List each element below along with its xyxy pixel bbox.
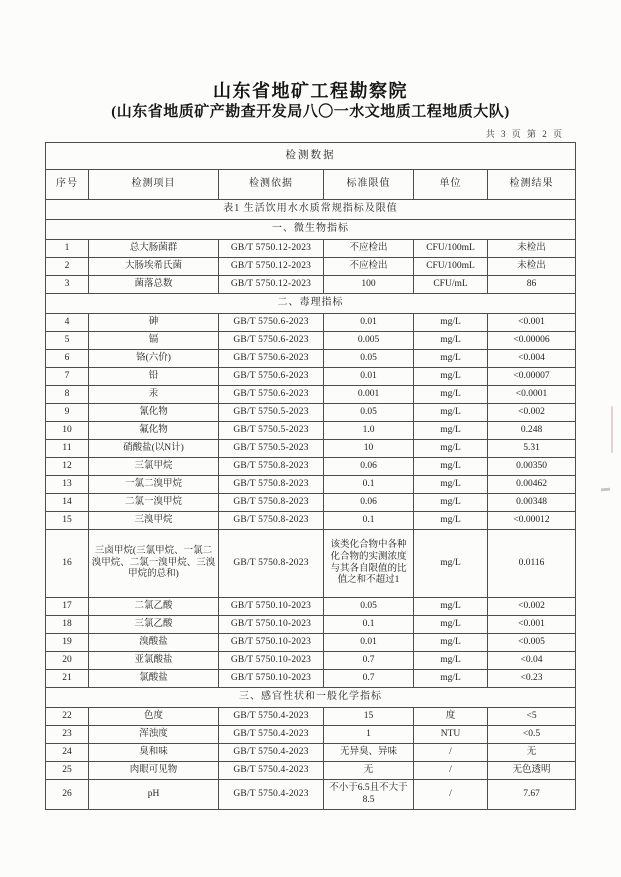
table-row bbox=[46, 512, 576, 530]
cell-result: <0.004 bbox=[488, 350, 576, 368]
cell-no: 8 bbox=[46, 386, 89, 404]
cell-item: 二氯乙酸 bbox=[89, 598, 219, 616]
cell-limit: 该类化合物中各种化合物的实测浓度与其各自限值的比值之和不超过1 bbox=[324, 530, 414, 598]
cell-item: 砷 bbox=[89, 314, 219, 332]
cell-unit: NTU bbox=[414, 726, 488, 744]
cell-no: 19 bbox=[46, 634, 89, 652]
cell-basis: GB/T 5750.5-2023 bbox=[219, 440, 324, 458]
cell-no: 18 bbox=[46, 616, 89, 634]
cell-limit: 1.0 bbox=[324, 422, 414, 440]
cell-limit: 0.001 bbox=[324, 386, 414, 404]
table-row bbox=[46, 598, 576, 616]
cell-basis: GB/T 5750.10-2023 bbox=[219, 634, 324, 652]
cell-basis: GB/T 5750.6-2023 bbox=[219, 314, 324, 332]
cell-limit: 1 bbox=[324, 726, 414, 744]
cell-item: 氰化物 bbox=[89, 404, 219, 422]
cell-limit: 0.7 bbox=[324, 652, 414, 670]
table-row bbox=[46, 458, 576, 476]
cell-basis: GB/T 5750.12-2023 bbox=[219, 240, 324, 258]
org-title: 山东省地矿工程勘察院 bbox=[213, 81, 408, 101]
cell-limit: 10 bbox=[324, 440, 414, 458]
table-row bbox=[46, 440, 576, 458]
cell-result: <0.23 bbox=[488, 670, 576, 688]
cell-basis: GB/T 5750.8-2023 bbox=[219, 530, 324, 598]
cell-limit: 0.1 bbox=[324, 512, 414, 530]
scan-artifact-pink-line bbox=[611, 406, 613, 453]
cell-limit: 15 bbox=[324, 708, 414, 726]
cell-basis: GB/T 5750.5-2023 bbox=[219, 422, 324, 440]
cell-item: 色度 bbox=[89, 708, 219, 726]
cell-unit: mg/L bbox=[414, 476, 488, 494]
cell-basis: GB/T 5750.5-2023 bbox=[219, 404, 324, 422]
cell-no: 20 bbox=[46, 652, 89, 670]
cell-unit: mg/L bbox=[414, 368, 488, 386]
cell-item: 亚氯酸盐 bbox=[89, 652, 219, 670]
cell-no: 15 bbox=[46, 512, 89, 530]
cell-item: 浑浊度 bbox=[89, 726, 219, 744]
cell-result: <5 bbox=[488, 708, 576, 726]
cell-unit: mg/L bbox=[414, 350, 488, 368]
cell-basis: GB/T 5750.8-2023 bbox=[219, 512, 324, 530]
cell-limit: 0.7 bbox=[324, 670, 414, 688]
cell-no: 5 bbox=[46, 332, 89, 350]
cell-unit: CFU/100mL bbox=[414, 240, 488, 258]
table-row bbox=[46, 368, 576, 386]
cell-result: 无色透明 bbox=[488, 762, 576, 780]
cell-item: 铬(六价) bbox=[89, 350, 219, 368]
cell-basis: GB/T 5750.4-2023 bbox=[219, 726, 324, 744]
cell-result: 86 bbox=[488, 276, 576, 294]
table-row bbox=[46, 726, 576, 744]
table-row bbox=[46, 476, 576, 494]
table-row bbox=[46, 634, 576, 652]
column-header-5: 单位 bbox=[414, 170, 488, 200]
cell-result: 0.0116 bbox=[488, 530, 576, 598]
cell-unit: / bbox=[414, 780, 488, 810]
cell-no: 9 bbox=[46, 404, 89, 422]
cell-limit: 0.1 bbox=[324, 616, 414, 634]
cell-basis: GB/T 5750.10-2023 bbox=[219, 598, 324, 616]
cell-item: 总大肠菌群 bbox=[89, 240, 219, 258]
cell-no: 25 bbox=[46, 762, 89, 780]
cell-unit: mg/L bbox=[414, 332, 488, 350]
cell-unit: mg/L bbox=[414, 422, 488, 440]
cell-limit: 0.05 bbox=[324, 350, 414, 368]
cell-unit: CFU/mL bbox=[414, 276, 488, 294]
cell-unit: mg/L bbox=[414, 530, 488, 598]
scan-artifact-gray-mark bbox=[601, 488, 610, 492]
cell-no: 1 bbox=[46, 240, 89, 258]
cell-unit: mg/L bbox=[414, 440, 488, 458]
cell-unit: mg/L bbox=[414, 652, 488, 670]
table-title-row bbox=[46, 143, 576, 170]
cell-no: 17 bbox=[46, 598, 89, 616]
table-row bbox=[46, 652, 576, 670]
section-label: 一、微生物指标 bbox=[46, 220, 576, 240]
cell-no: 21 bbox=[46, 670, 89, 688]
table-row bbox=[46, 670, 576, 688]
cell-basis: GB/T 5750.6-2023 bbox=[219, 332, 324, 350]
table-row bbox=[46, 494, 576, 512]
section-label: 表1 生活饮用水水质常规指标及限值 bbox=[46, 200, 576, 220]
cell-result: <0.00007 bbox=[488, 368, 576, 386]
cell-result: 无 bbox=[488, 744, 576, 762]
column-header-6: 检测结果 bbox=[488, 170, 576, 200]
cell-no: 24 bbox=[46, 744, 89, 762]
cell-item: 肉眼可见物 bbox=[89, 762, 219, 780]
cell-basis: GB/T 5750.4-2023 bbox=[219, 762, 324, 780]
cell-basis: GB/T 5750.4-2023 bbox=[219, 744, 324, 762]
cell-limit: 不小于6.5且不大于8.5 bbox=[324, 780, 414, 810]
cell-item: 三氯甲烷 bbox=[89, 458, 219, 476]
table-row bbox=[46, 404, 576, 422]
cell-no: 6 bbox=[46, 350, 89, 368]
cell-item: 臭和味 bbox=[89, 744, 219, 762]
cell-item: 铅 bbox=[89, 368, 219, 386]
cell-result: 7.67 bbox=[488, 780, 576, 810]
cell-result: <0.002 bbox=[488, 598, 576, 616]
table-row bbox=[46, 762, 576, 780]
table-row bbox=[46, 240, 576, 258]
cell-no: 26 bbox=[46, 780, 89, 810]
table-row bbox=[46, 422, 576, 440]
cell-unit: / bbox=[414, 762, 488, 780]
cell-item: 二氯一溴甲烷 bbox=[89, 494, 219, 512]
cell-no: 16 bbox=[46, 530, 89, 598]
table-row bbox=[46, 386, 576, 404]
cell-unit: mg/L bbox=[414, 670, 488, 688]
cell-unit: mg/L bbox=[414, 634, 488, 652]
cell-no: 4 bbox=[46, 314, 89, 332]
cell-unit: mg/L bbox=[414, 512, 488, 530]
cell-item: 菌落总数 bbox=[89, 276, 219, 294]
cell-unit: mg/L bbox=[414, 494, 488, 512]
cell-limit: 无 bbox=[324, 762, 414, 780]
table-row bbox=[46, 530, 576, 598]
section-row bbox=[46, 688, 576, 708]
cell-limit: 0.01 bbox=[324, 368, 414, 386]
cell-unit: mg/L bbox=[414, 314, 488, 332]
cell-item: 一氯二溴甲烷 bbox=[89, 476, 219, 494]
test-data-table bbox=[45, 142, 576, 810]
cell-result: <0.005 bbox=[488, 634, 576, 652]
column-header-3: 检测依据 bbox=[219, 170, 324, 200]
table-row bbox=[46, 616, 576, 634]
cell-no: 13 bbox=[46, 476, 89, 494]
cell-unit: mg/L bbox=[414, 404, 488, 422]
cell-no: 14 bbox=[46, 494, 89, 512]
table-row bbox=[46, 350, 576, 368]
cell-result: <0.002 bbox=[488, 404, 576, 422]
cell-limit: 0.005 bbox=[324, 332, 414, 350]
cell-limit: 0.06 bbox=[324, 458, 414, 476]
cell-result: <0.04 bbox=[488, 652, 576, 670]
page-indicator: 共 3 页 第 2 页 bbox=[485, 129, 564, 139]
section-row bbox=[46, 294, 576, 314]
cell-result: <0.0001 bbox=[488, 386, 576, 404]
cell-no: 23 bbox=[46, 726, 89, 744]
cell-unit: mg/L bbox=[414, 386, 488, 404]
section-label: 二、毒理指标 bbox=[46, 294, 576, 314]
cell-item: 溴酸盐 bbox=[89, 634, 219, 652]
cell-no: 22 bbox=[46, 708, 89, 726]
table-row bbox=[46, 332, 576, 350]
cell-basis: GB/T 5750.10-2023 bbox=[219, 670, 324, 688]
cell-result: <0.001 bbox=[488, 314, 576, 332]
cell-unit: mg/L bbox=[414, 616, 488, 634]
section-row bbox=[46, 220, 576, 240]
cell-result: 未检出 bbox=[488, 240, 576, 258]
cell-basis: GB/T 5750.10-2023 bbox=[219, 616, 324, 634]
cell-basis: GB/T 5750.4-2023 bbox=[219, 780, 324, 810]
cell-basis: GB/T 5750.6-2023 bbox=[219, 386, 324, 404]
cell-item: 硝酸盐(以N计) bbox=[89, 440, 219, 458]
org-subtitle: (山东省地质矿产勘查开发局八〇一水文地质工程地质大队) bbox=[111, 104, 510, 120]
cell-result: 5.31 bbox=[488, 440, 576, 458]
cell-limit: 0.06 bbox=[324, 494, 414, 512]
cell-limit: 0.05 bbox=[324, 404, 414, 422]
cell-result: <0.00006 bbox=[488, 332, 576, 350]
table-row bbox=[46, 708, 576, 726]
cell-unit: mg/L bbox=[414, 598, 488, 616]
cell-result: <0.00012 bbox=[488, 512, 576, 530]
cell-item: 三氯乙酸 bbox=[89, 616, 219, 634]
cell-unit: CFU/100mL bbox=[414, 258, 488, 276]
cell-limit: 0.01 bbox=[324, 634, 414, 652]
cell-basis: GB/T 5750.12-2023 bbox=[219, 258, 324, 276]
cell-basis: GB/T 5750.8-2023 bbox=[219, 494, 324, 512]
cell-basis: GB/T 5750.6-2023 bbox=[219, 368, 324, 386]
cell-item: 氟化物 bbox=[89, 422, 219, 440]
table-row bbox=[46, 258, 576, 276]
cell-basis: GB/T 5750.6-2023 bbox=[219, 350, 324, 368]
cell-limit: 100 bbox=[324, 276, 414, 294]
column-header-1: 序号 bbox=[46, 170, 89, 200]
table-row bbox=[46, 744, 576, 762]
column-header-4: 标准限值 bbox=[324, 170, 414, 200]
cell-no: 11 bbox=[46, 440, 89, 458]
cell-basis: GB/T 5750.8-2023 bbox=[219, 476, 324, 494]
cell-no: 2 bbox=[46, 258, 89, 276]
cell-limit: 0.01 bbox=[324, 314, 414, 332]
column-header-2: 检测项目 bbox=[89, 170, 219, 200]
cell-item: 大肠埃希氏菌 bbox=[89, 258, 219, 276]
cell-item: 镉 bbox=[89, 332, 219, 350]
cell-result: 0.00350 bbox=[488, 458, 576, 476]
table-row bbox=[46, 314, 576, 332]
cell-limit: 0.05 bbox=[324, 598, 414, 616]
cell-item: 汞 bbox=[89, 386, 219, 404]
cell-item: 氯酸盐 bbox=[89, 670, 219, 688]
cell-basis: GB/T 5750.12-2023 bbox=[219, 276, 324, 294]
column-header-row bbox=[46, 170, 576, 200]
cell-item: 三卤甲烷(三氯甲烷、一氯二溴甲烷、二氯一溴甲烷、三溴甲烷的总和) bbox=[89, 530, 219, 598]
cell-unit: / bbox=[414, 744, 488, 762]
cell-item: 三溴甲烷 bbox=[89, 512, 219, 530]
cell-result: 0.248 bbox=[488, 422, 576, 440]
cell-result: 0.00462 bbox=[488, 476, 576, 494]
table-row bbox=[46, 276, 576, 294]
cell-result: 未检出 bbox=[488, 258, 576, 276]
cell-limit: 不应检出 bbox=[324, 240, 414, 258]
table-row bbox=[46, 780, 576, 810]
cell-limit: 无异臭、异味 bbox=[324, 744, 414, 762]
cell-basis: GB/T 5750.10-2023 bbox=[219, 652, 324, 670]
cell-no: 3 bbox=[46, 276, 89, 294]
cell-item: pH bbox=[89, 780, 219, 810]
cell-result: <0.001 bbox=[488, 616, 576, 634]
cell-limit: 不应检出 bbox=[324, 258, 414, 276]
cell-basis: GB/T 5750.4-2023 bbox=[219, 708, 324, 726]
section-row bbox=[46, 200, 576, 220]
cell-no: 10 bbox=[46, 422, 89, 440]
cell-no: 7 bbox=[46, 368, 89, 386]
cell-result: <0.5 bbox=[488, 726, 576, 744]
cell-limit: 0.1 bbox=[324, 476, 414, 494]
cell-unit: 度 bbox=[414, 708, 488, 726]
section-label: 三、感官性状和一般化学指标 bbox=[46, 688, 576, 708]
cell-unit: mg/L bbox=[414, 458, 488, 476]
table-title: 检测数据 bbox=[46, 143, 576, 170]
cell-no: 12 bbox=[46, 458, 89, 476]
cell-basis: GB/T 5750.8-2023 bbox=[219, 458, 324, 476]
cell-result: 0.00348 bbox=[488, 494, 576, 512]
